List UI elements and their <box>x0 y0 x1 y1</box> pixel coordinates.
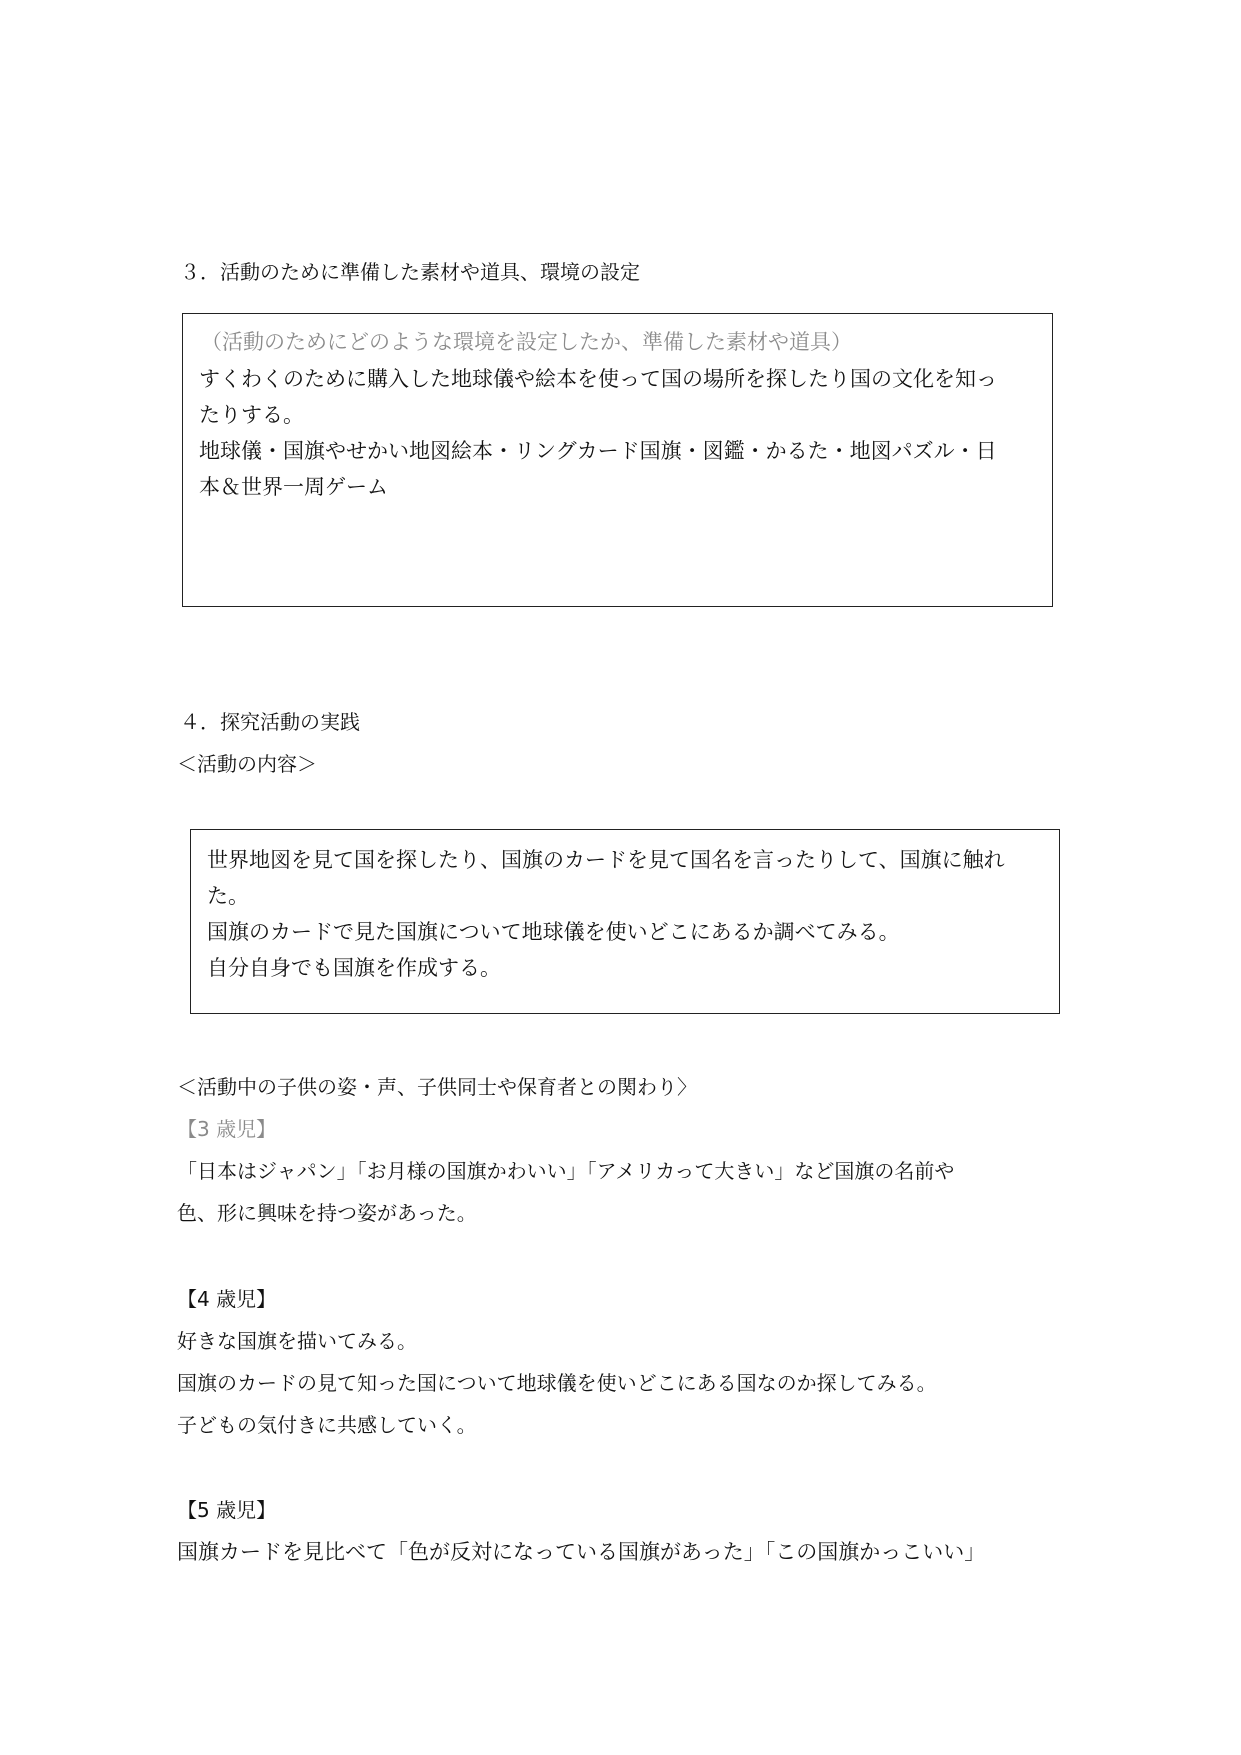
section3-heading: ３．活動のために準備した素材や道具、環境の設定 <box>180 260 640 284</box>
materials-box-prompt: （活動のためにどのような環境を設定したか、準備した素材や道具） <box>201 330 852 354</box>
activity-content-subheading: ＜活動の内容＞ <box>177 752 317 776</box>
age3-line: 色、形に興味を持つ姿があった。 <box>177 1201 477 1225</box>
age5-label: 【5 歳児】 <box>177 1498 277 1522</box>
materials-line: 地球儀・国旗やせかい地図絵本・リングカード国旗・図鑑・かるた・地図パズル・日 <box>199 439 997 463</box>
content-line: 世界地図を見て国を探したり、国旗のカードを見て国名を言ったりして、国旗に触れ <box>207 848 1005 872</box>
materials-line: すくわくのために購入した地球儀や絵本を使って国の場所を探したり国の文化を知っ <box>199 367 997 391</box>
age4-line: 好きな国旗を描いてみる。 <box>177 1329 417 1353</box>
children-interaction-subheading: ＜活動中の子供の姿・声、子供同士や保育者との関わり〉 <box>177 1075 697 1099</box>
materials-line: たりする。 <box>199 403 304 427</box>
activity-content-box <box>190 829 1060 1014</box>
age4-label: 【4 歳児】 <box>177 1287 277 1311</box>
content-line: 国旗のカードで見た国旗について地球儀を使いどこにあるか調べてみる。 <box>207 920 900 944</box>
content-line: 自分自身でも国旗を作成する。 <box>207 956 501 980</box>
age4-line: 国旗のカードの見て知った国について地球儀を使いどこにある国なのか探してみる。 <box>177 1371 937 1395</box>
materials-line: 本＆世界一周ゲーム <box>199 475 388 499</box>
age3-line: 「日本はジャパン」「お月様の国旗かわいい」「アメリカって大きい」など国旗の名前や <box>177 1159 955 1183</box>
age5-line: 国旗カードを見比べて「色が反対になっている国旗があった」「この国旗かっこいい」 <box>177 1540 986 1564</box>
section4-heading: ４．探究活動の実践 <box>180 710 360 734</box>
age4-line: 子どもの気付きに共感していく。 <box>177 1413 477 1437</box>
content-line: た。 <box>207 884 249 908</box>
materials-box <box>182 313 1053 607</box>
age3-label: 【3 歳児】 <box>177 1117 277 1141</box>
